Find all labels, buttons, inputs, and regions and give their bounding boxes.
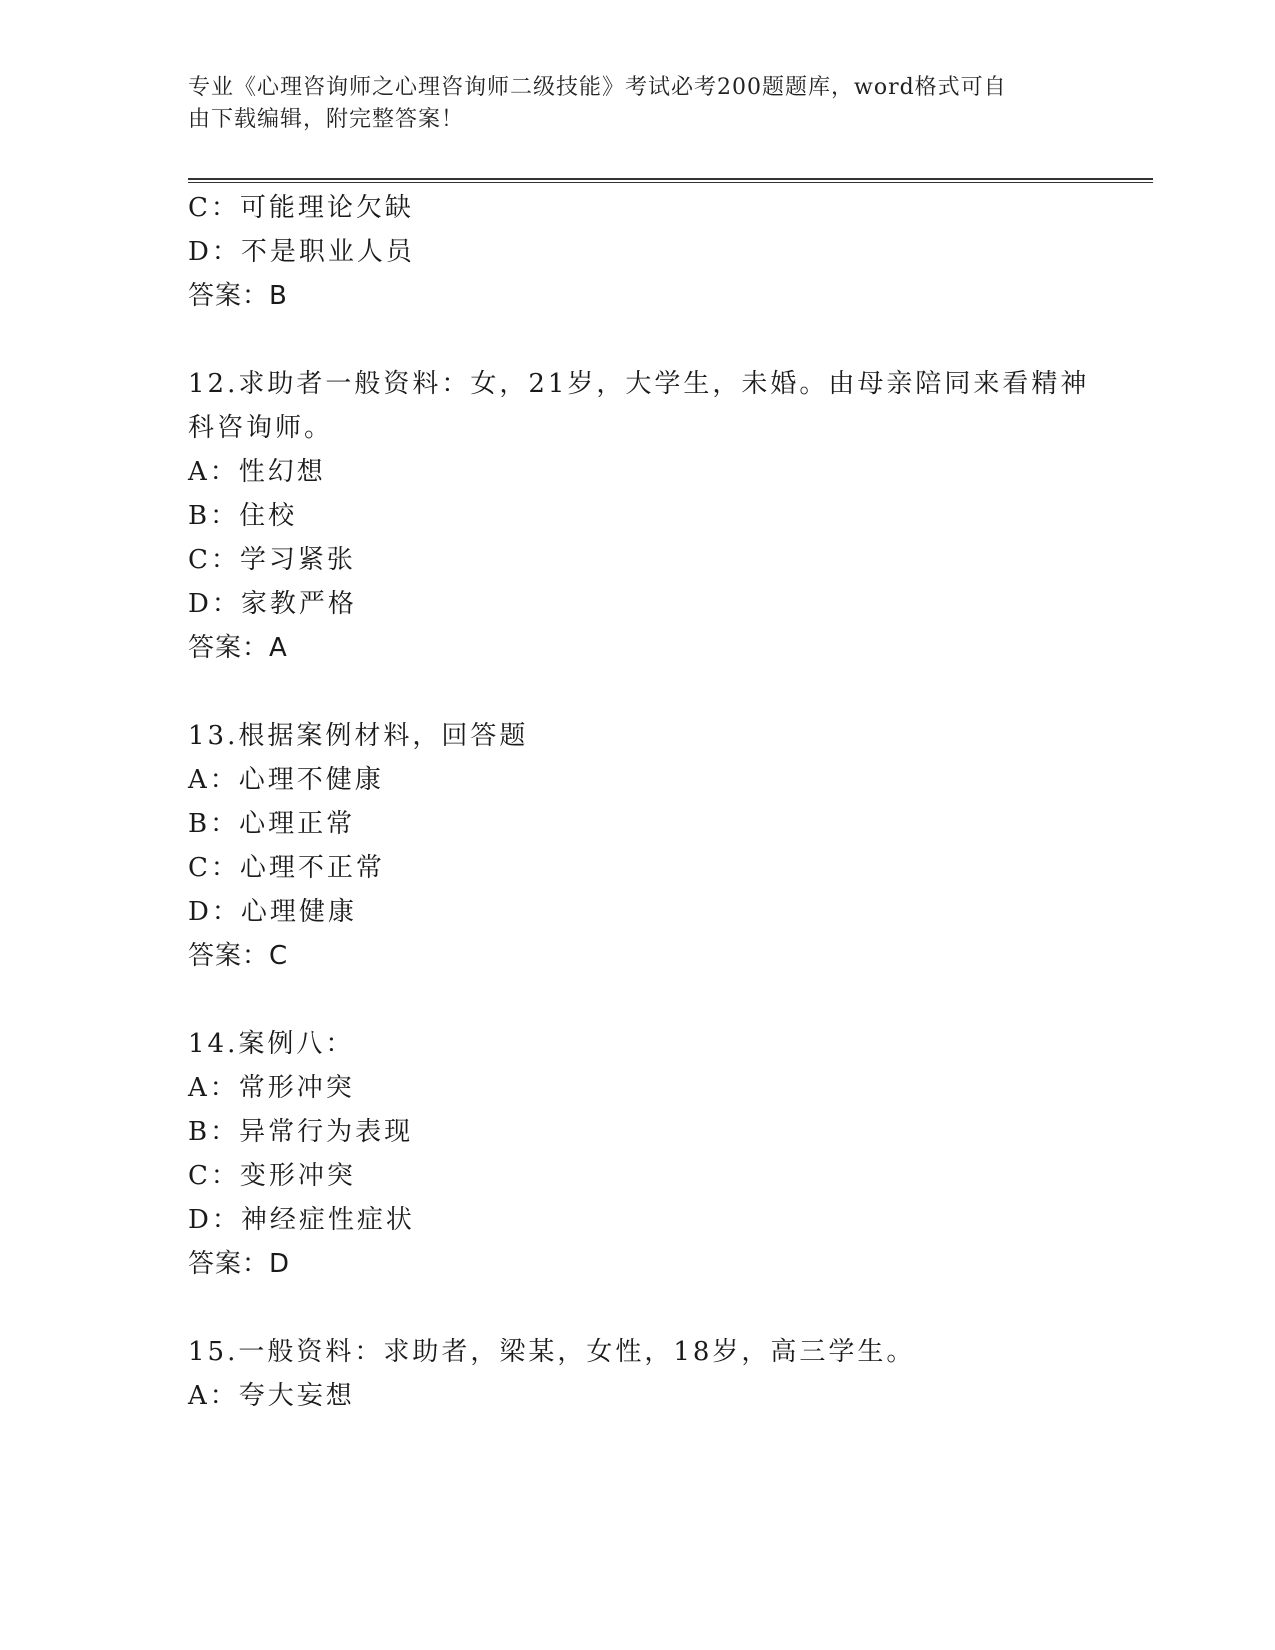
q12-option-d: D：家教严格 xyxy=(188,589,357,619)
q12-option-c: C：学习紧张 xyxy=(188,545,356,575)
q15-stem: 15.一般资料：求助者，梁某，女性，18岁，高三学生。 xyxy=(188,1337,916,1367)
q14-option-d: D：神经症性症状 xyxy=(188,1205,415,1235)
q11-option-d: D：不是职业人员 xyxy=(188,237,415,267)
q12-option-a: A：性幻想 xyxy=(188,457,326,487)
q13-option-c: C：心理不正常 xyxy=(188,853,385,883)
q13-option-d: D：心理健康 xyxy=(188,897,357,927)
q11-option-c: C：可能理论欠缺 xyxy=(188,193,414,223)
q12-answer: 答案：A xyxy=(188,633,288,663)
q13-answer: 答案：C xyxy=(188,941,289,971)
q12-stem-line-1: 12.求助者一般资料：女，21岁，大学生，未婚。由母亲陪同来看精神 xyxy=(188,369,1090,399)
q12-stem-line-2: 科咨询师。 xyxy=(188,413,334,443)
q14-option-c: C：变形冲突 xyxy=(188,1161,356,1191)
q14-option-b: B：异常行为表现 xyxy=(188,1117,414,1147)
q15-option-a: A：夸大妄想 xyxy=(188,1381,355,1411)
header-line-2: 由下载编辑，附完整答案！ xyxy=(188,107,465,132)
q14-stem: 14.案例八： xyxy=(188,1029,355,1059)
q13-option-a: A：心理不健康 xyxy=(188,765,384,795)
q13-stem: 13.根据案例材料，回答题 xyxy=(188,721,529,751)
q14-option-a: A：常形冲突 xyxy=(188,1073,355,1103)
q13-option-b: B：心理正常 xyxy=(188,809,356,839)
header-line-1: 专业《心理咨询师之心理咨询师二级技能》考试必考200题题库，word格式可自 xyxy=(188,75,1007,100)
q11-answer: 答案：B xyxy=(188,281,288,311)
q12-option-b: B：住校 xyxy=(188,501,298,531)
document-header xyxy=(188,72,1068,136)
header-divider xyxy=(188,178,1153,183)
q14-answer: 答案：D xyxy=(188,1249,291,1279)
